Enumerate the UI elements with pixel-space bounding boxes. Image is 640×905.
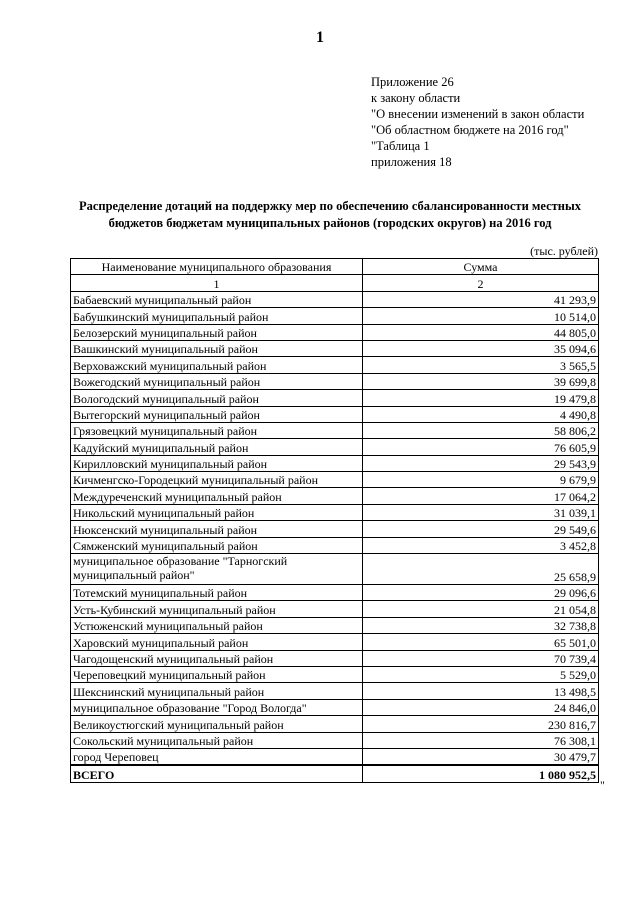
municipality-amount: 3 565,5 — [363, 357, 599, 373]
municipality-amount: 76 308,1 — [363, 732, 599, 748]
municipality-name: Вашкинский муниципальный район — [71, 340, 363, 356]
column-index-2: 2 — [363, 275, 599, 291]
municipality-name: Никольский муниципальный район — [71, 504, 363, 520]
table-row — [71, 650, 599, 666]
table-row — [71, 488, 599, 504]
municipality-name: Великоустюгский муниципальный район — [71, 716, 363, 732]
table-row — [71, 357, 599, 373]
table-row — [71, 585, 599, 601]
municipality-name: Верховажский муниципальный район — [71, 357, 363, 373]
municipality-amount: 9 679,9 — [363, 472, 599, 488]
municipality-name: Сокольский муниципальный район — [71, 732, 363, 748]
municipality-name: Бабушкинский муниципальный район — [71, 308, 363, 324]
total-label: ВСЕГО — [71, 765, 363, 782]
table-row — [71, 308, 599, 324]
municipality-amount: 30 479,7 — [363, 748, 599, 765]
table-row — [71, 617, 599, 633]
municipality-amount: 25 658,9 — [363, 554, 599, 585]
municipality-amount: 5 529,0 — [363, 666, 599, 682]
total-row — [71, 765, 599, 782]
appendix-line: к закону области — [371, 91, 461, 105]
table-row — [71, 521, 599, 537]
municipality-amount: 29 096,6 — [363, 585, 599, 601]
municipality-amount: 31 039,1 — [363, 504, 599, 520]
table-row — [71, 732, 599, 748]
table-row — [71, 699, 599, 715]
municipality-amount: 65 501,0 — [363, 634, 599, 650]
municipality-name: Чагодощенский муниципальный район — [71, 650, 363, 666]
table-row — [71, 439, 599, 455]
table-row — [71, 666, 599, 682]
municipality-name: Харовский муниципальный район — [71, 634, 363, 650]
table-row — [71, 554, 599, 585]
document-title — [60, 198, 600, 232]
municipality-amount: 21 054,8 — [363, 601, 599, 617]
municipality-amount: 17 064,2 — [363, 488, 599, 504]
total-amount: 1 080 952,5 — [363, 765, 599, 782]
municipality-name: Вожегодский муниципальный район — [71, 373, 363, 389]
municipality-amount: 29 549,6 — [363, 521, 599, 537]
table-row — [71, 504, 599, 520]
appendix-line: "О внесении изменений в закон области — [371, 107, 585, 121]
municipality-name: Кичменгско-Городецкий муниципальный район — [71, 472, 363, 488]
table-row — [71, 324, 599, 340]
column-header-name: Наименование муниципального образования — [71, 259, 363, 275]
column-index-1: 1 — [71, 275, 363, 291]
units-label: (тыс. рублей) — [530, 244, 598, 258]
municipality-amount: 13 498,5 — [363, 683, 599, 699]
table-row — [71, 406, 599, 422]
municipality-name: Шекснинский муниципальный район — [71, 683, 363, 699]
table-row — [71, 601, 599, 617]
title-line-2: бюджетов бюджетам муниципальных районов (городских округов) на 2016 год — [108, 216, 552, 230]
subsidy-table — [70, 258, 599, 783]
municipality-name: Белозерский муниципальный район — [71, 324, 363, 340]
municipality-name: Вытегорский муниципальный район — [71, 406, 363, 422]
municipality-amount: 230 816,7 — [363, 716, 599, 732]
table-row — [71, 634, 599, 650]
municipality-name: Вологодский муниципальный район — [71, 390, 363, 406]
municipality-name: город Череповец — [71, 748, 363, 765]
table-row — [71, 373, 599, 389]
municipality-name: Устюженский муниципальный район — [71, 617, 363, 633]
municipality-name: Череповецкий муниципальный район — [71, 666, 363, 682]
municipality-amount: 32 738,8 — [363, 617, 599, 633]
appendix-reference — [371, 74, 584, 170]
municipality-name: Кирилловский муниципальный район — [71, 455, 363, 471]
appendix-line: Приложение 26 — [371, 75, 454, 89]
municipality-amount: 3 452,8 — [363, 537, 599, 553]
municipality-amount: 58 806,2 — [363, 422, 599, 438]
municipality-name: Тотемский муниципальный район — [71, 585, 363, 601]
municipality-amount: 19 479,8 — [363, 390, 599, 406]
municipality-amount: 70 739,4 — [363, 650, 599, 666]
municipality-amount: 10 514,0 — [363, 308, 599, 324]
table-row — [71, 683, 599, 699]
municipality-name: муниципальное образование "Тарногский муниципальный район" — [71, 554, 363, 585]
municipality-amount: 39 699,8 — [363, 373, 599, 389]
municipality-amount: 24 846,0 — [363, 699, 599, 715]
municipality-name: Грязовецкий муниципальный район — [71, 422, 363, 438]
table-row — [71, 340, 599, 356]
index-row — [71, 275, 599, 291]
table-row — [71, 291, 599, 307]
column-header-amount: Сумма — [363, 259, 599, 275]
appendix-line: приложения 18 — [371, 155, 452, 169]
header-row — [71, 259, 599, 275]
municipality-amount: 35 094,6 — [363, 340, 599, 356]
municipality-name: Усть-Кубинский муниципальный район — [71, 601, 363, 617]
municipality-amount: 41 293,9 — [363, 291, 599, 307]
municipality-name: Кадуйский муниципальный район — [71, 439, 363, 455]
municipality-name: Сямженский муниципальный район — [71, 537, 363, 553]
table-row — [71, 537, 599, 553]
municipality-amount: 29 543,9 — [363, 455, 599, 471]
municipality-name: Нюксенский муниципальный район — [71, 521, 363, 537]
municipality-amount: 44 805,0 — [363, 324, 599, 340]
closing-quote: " — [600, 778, 605, 792]
table-row — [71, 422, 599, 438]
table-row — [71, 472, 599, 488]
municipality-name: Междуреченский муниципальный район — [71, 488, 363, 504]
table-row — [71, 455, 599, 471]
appendix-line: "Об областном бюджете на 2016 год" — [371, 123, 569, 137]
page-number: 1 — [316, 29, 324, 46]
table-body — [71, 291, 599, 765]
municipality-name: муниципальное образование "Город Вологда" — [71, 699, 363, 715]
appendix-line: "Таблица 1 — [371, 139, 430, 153]
title-line-1: Распределение дотаций на поддержку мер по обеспечению сбалансированности местных — [78, 199, 582, 213]
municipality-name: Бабаевский муниципальный район — [71, 291, 363, 307]
municipality-amount: 76 605,9 — [363, 439, 599, 455]
table-row — [71, 748, 599, 765]
municipality-amount: 4 490,8 — [363, 406, 599, 422]
table-row — [71, 716, 599, 732]
table-row — [71, 390, 599, 406]
